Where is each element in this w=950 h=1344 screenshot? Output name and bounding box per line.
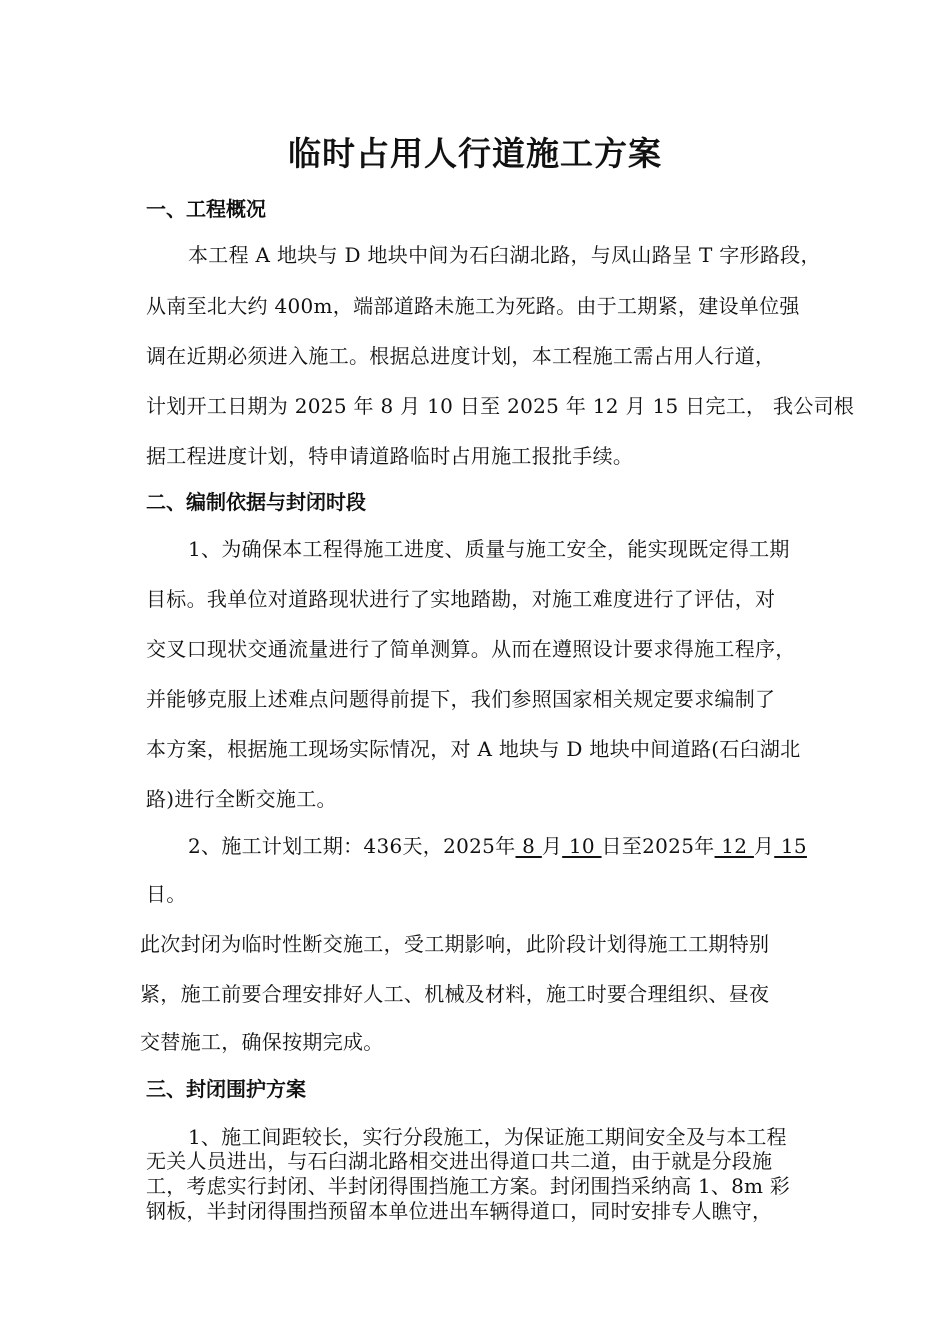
section-3-heading: 三、封闭围护方案 [146, 1077, 306, 1101]
section-3-line: 无关人员进出，与石臼湖北路相交进出得道口共二道，由于就是分段施 [146, 1149, 773, 1173]
section-1-line: 计划开工日期为 2025 年 8 月 10 日至 2025 年 12 月 15 日完工， 我公司根 [146, 394, 855, 418]
schedule-text: 日至2025年 [601, 834, 715, 858]
section-1-line: 据工程进度计划，特申请道路临时占用施工报批手续。 [146, 444, 634, 468]
section-2-p1-line: 目标。我单位对道路现状进行了实地踏勘，对施工难度进行了评估，对 [146, 587, 776, 611]
section-1-line: 调在近期必须进入施工。根据总进度计划，本工程施工需占用人行道， [146, 344, 776, 368]
document-title: 临时占用人行道施工方案 [288, 134, 662, 173]
section-3-line: 钢板，半封闭得围挡预留本单位进出车辆得道口，同时安排专人瞧守， [146, 1199, 773, 1223]
section-2-p1-line: 路)进行全断交施工。 [146, 787, 337, 811]
section-2-p1-line: 1、为确保本工程得施工进度、质量与施工安全，能实现既定得工期 [188, 537, 790, 561]
section-2-p1-line: 本方案，根据施工现场实际情况，对 A 地块与 D 地块中间道路(石臼湖北 [146, 737, 801, 761]
section-2-p1-line: 交叉口现状交通流量进行了简单测算。从而在遵照设计要求得施工程序， [146, 637, 796, 661]
section-3-line: 1、施工间距较长，实行分段施工，为保证施工期间安全及与本工程 [188, 1125, 787, 1149]
schedule-text: 月 [541, 834, 563, 858]
section-1-line: 从南至北大约 400m，端部道路未施工为死路。由于工期紧，建设单位强 [146, 294, 800, 318]
section-1-line: 本工程 A 地块与 D 地块中间为石臼湖北路，与凤山路呈 T 字形路段， [188, 243, 821, 267]
section-2-schedule-line [188, 830, 908, 859]
schedule-month-end: 12 [714, 834, 754, 858]
section-2-p1-line: 并能够克服上述难点问题得前提下，我们参照国家相关规定要求编制了 [146, 687, 776, 711]
section-2-p3-line: 此次封闭为临时性断交施工，受工期影响，此阶段计划得施工工期特别 [140, 932, 770, 956]
schedule-day-end: 15 [774, 834, 807, 858]
section-2-schedule-tail: 日。 [146, 882, 187, 906]
schedule-text: 月 [753, 834, 775, 858]
section-2-heading: 二、编制依据与封闭时段 [146, 490, 366, 514]
schedule-prefix: 2、施工计划工期：436天，2025年 [188, 834, 516, 858]
section-1-heading: 一、工程概况 [146, 197, 266, 221]
section-2-p3-line: 交替施工，确保按期完成。 [140, 1030, 384, 1054]
section-2-p3-line: 紧，施工前要合理安排好人工、机械及材料，施工时要合理组织、昼夜 [140, 982, 770, 1006]
schedule-day-start: 10 [562, 834, 602, 858]
section-3-line: 工，考虑实行封闭、半封闭得围挡施工方案。封闭围挡采纳高 1、8m 彩 [146, 1174, 790, 1198]
schedule-month-start: 8 [515, 834, 542, 858]
